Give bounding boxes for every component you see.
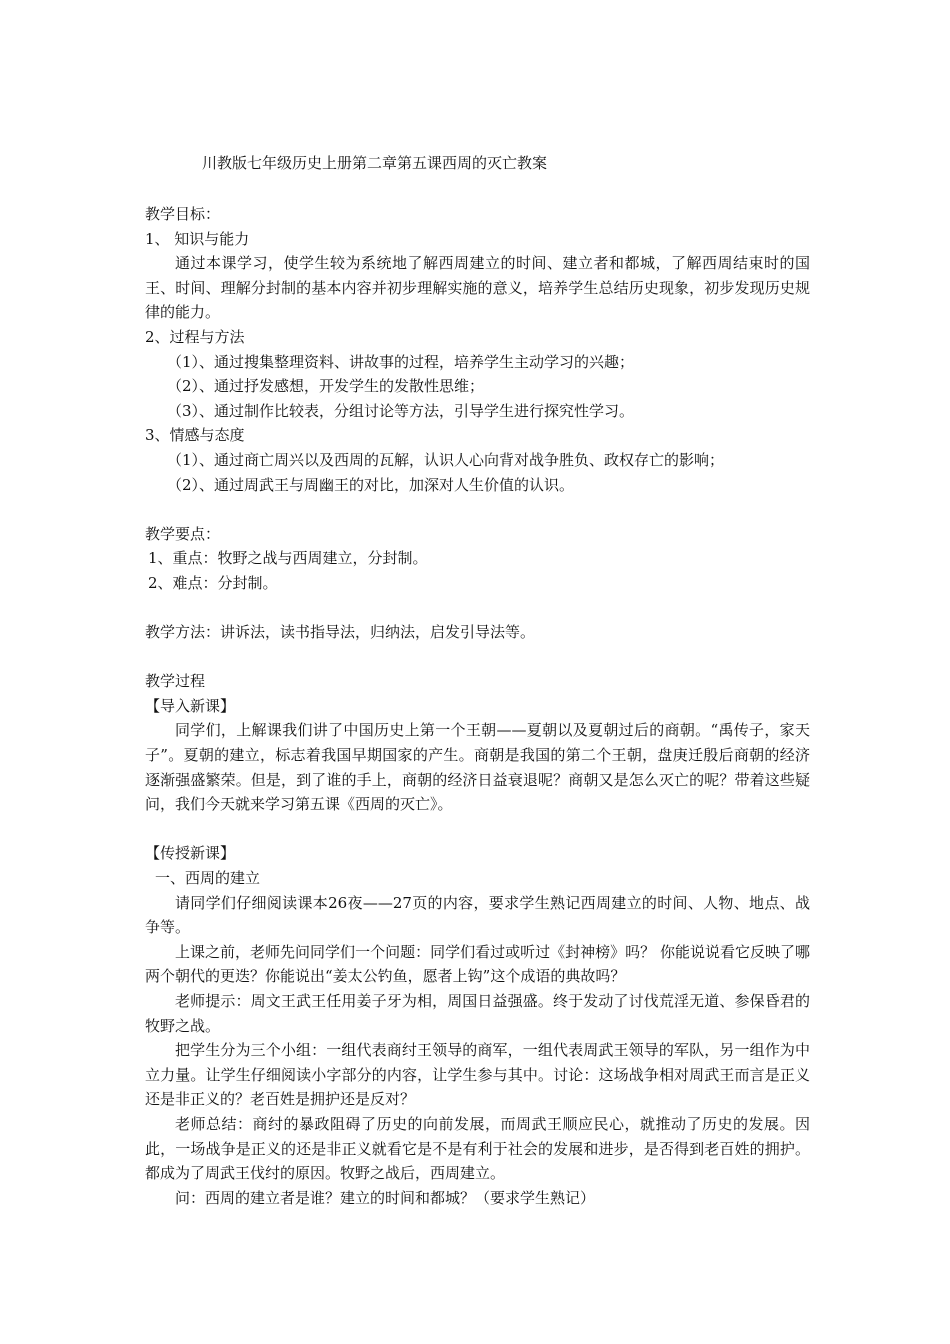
new-lesson-heading: 【传授新课】: [145, 844, 236, 863]
intro-heading: 【导入新课】: [145, 696, 236, 715]
paragraph-2: 上课之前，老师先问同学们一个问题：同学们看过或听过《封神榜》吗？ 你能说说看它反映了哪两个朝代的更迭？你能说出“姜太公钓鱼，愿者上钩”这个成语的典故吗？: [145, 942, 810, 986]
paragraph-1: 请同学们仔细阅读课本26夜——27页的内容，要求学生熟记西周建立的时间、人物、地点、战争等。: [145, 893, 810, 937]
spacer: [145, 596, 810, 621]
key-point-2: 2、难点：分封制。: [148, 573, 278, 592]
emotion-heading: 3、情感与态度: [145, 426, 245, 445]
section-1-heading: 一、西周的建立: [155, 869, 261, 888]
spacer: [145, 645, 810, 670]
knowledge-text: 通过本课学习，使学生较为系统地了解西周建立的时间、建立者和都城，了解西周结束时的国王、时间、理解分封制的基本内容并初步理解实施的意义，培养学生总结历史现象，初步发现历史规律的能力。: [145, 254, 810, 322]
emotion-item-2: （2）、通过周武王与周幽王的对比，加深对人生价值的认识。: [167, 475, 575, 494]
paragraph-3: 老师提示：周文王武王任用姜子牙为相，周国日益强盛。终于发动了讨伐荒淫无道、参保昏君的牧野之战。: [145, 992, 810, 1035]
paragraph-6: 问：西周的建立者是谁？建立的时间和都城？（要求学生熟记）: [175, 1188, 596, 1207]
objectives-heading: 教学目标：: [145, 205, 221, 223]
emotion-item-1: （1）、通过商亡周兴以及西周的瓦解，认识人心向背对战争胜负、政权存亡的影响；: [167, 450, 725, 469]
paragraph-4: 把学生分为三个小组：一组代表商纣王领导的商军，一组代表周武王领导的军队，另一组作为中立力量。让学生仔细阅读小字部分的内容，让学生参与其中。讨论：这场战争相对周武王而言是正义还是非正义的？老百姓是拥护还是反对？: [145, 1041, 810, 1109]
spacer: [145, 497, 810, 522]
document-content: [145, 150, 810, 1210]
teaching-process-heading: 教学过程: [145, 672, 206, 691]
process-item-1: （1）、通过搜集整理资料、讲故事的过程，培养学生主动学习的兴趣；: [167, 352, 635, 371]
process-item-3: （3）、通过制作比较表，分组讨论等方法，引导学生进行探究性学习。: [167, 401, 635, 420]
paragraph-5: 老师总结：商纣的暴政阻碍了历史的向前发展，而周武王顺应民心，就推动了历史的发展。因此，一场战争是正义的还是非正义就看它是不是有利于社会的发展和进步，是否得到老百姓的拥护。都成为了周武王伐纣的原因。牧野之战后，西周建立。: [145, 1114, 810, 1183]
process-method-heading: 2、过程与方法: [145, 327, 245, 346]
process-item-2: （2）、通过抒发感想，开发学生的发散性思维；: [167, 377, 485, 396]
knowledge-heading: 1、 知识与能力: [145, 229, 250, 248]
spacer: [145, 817, 810, 842]
key-point-1: 1、重点：牧野之战与西周建立，分封制。: [148, 549, 428, 568]
key-points-heading: 教学要点：: [145, 524, 221, 543]
teaching-methods: 教学方法：讲诉法，读书指导法，归纳法，启发引导法等。: [145, 623, 536, 642]
document-title: 川教版七年级历史上册第二章第五课西周的灭亡教案: [202, 154, 548, 172]
intro-text: 同学们，上解课我们讲了中国历史上第一个王朝——夏朝以及夏朝过后的商朝。“禹传子，家天子”。夏朝的建立，标志着我国早期国家的产生。商朝是我国的第二个王朝，盘庚迁殷后商朝的经济逐渐强盛繁荣。但是，到了谁的手上，商朝的经济日益衰退呢？商朝又是怎么灭亡的呢？带着这些疑问，我们今天就来学习第五课《西周的灭亡》。: [145, 721, 810, 814]
